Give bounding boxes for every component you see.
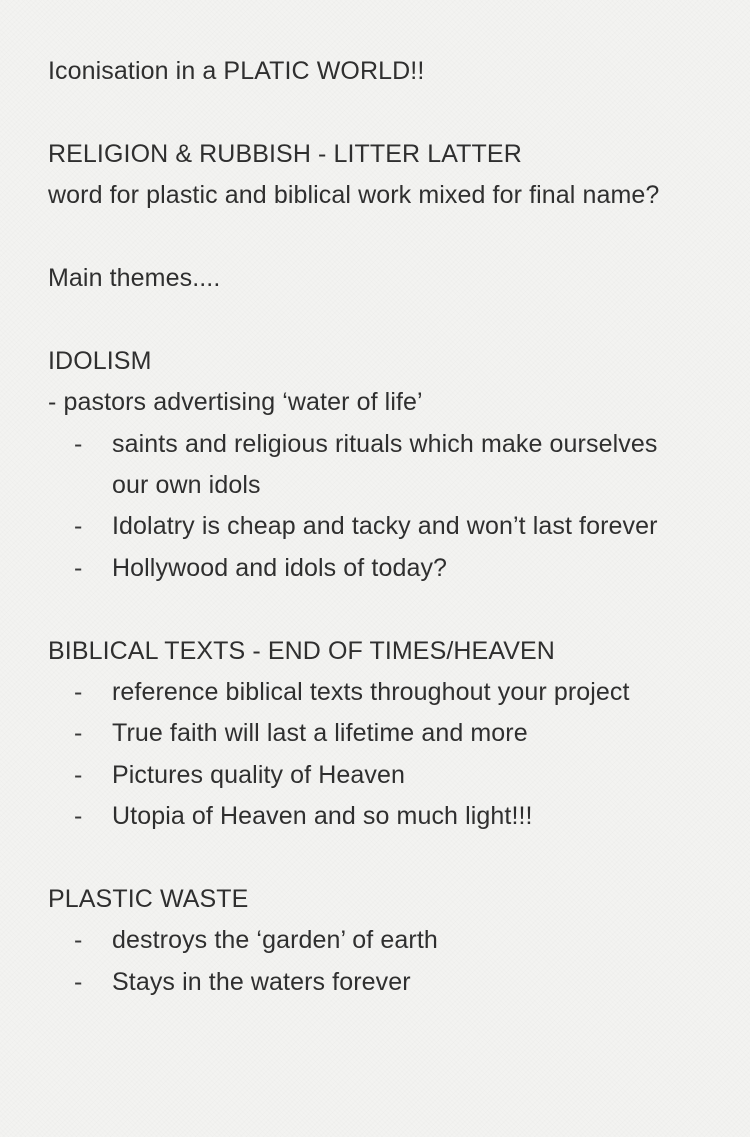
dash-bullet: - (74, 512, 83, 541)
list-item (48, 506, 698, 547)
blank-line (48, 217, 698, 258)
dash-bullet: - (74, 429, 83, 458)
dash-bullet: - (74, 719, 83, 748)
list-item (48, 672, 698, 713)
blank-line (48, 299, 698, 340)
list-item-text: reference biblical texts throughout your project (112, 678, 630, 707)
list-item (48, 962, 698, 1003)
note-body[interactable] (48, 51, 698, 1003)
list-item-text: Utopia of Heaven and so much light!!! (112, 802, 533, 831)
list-item (48, 755, 698, 796)
list-item-text: Pictures quality of Heaven (112, 760, 406, 789)
dash-bullet: - (74, 678, 83, 707)
list-item-text: Stays in the waters forever (112, 967, 411, 996)
list-item-text: Hollywood and idols of today? (112, 553, 448, 582)
religion-heading: RELIGION & RUBBISH - LITTER LATTER (48, 139, 522, 168)
idolism-heading: IDOLISM (48, 346, 152, 375)
idolism-first-line: - pastors advertising ‘water of life’ (48, 388, 423, 417)
list-item-text: Idolatry is cheap and tacky and won’t last forever (112, 512, 658, 541)
blank-line (48, 838, 698, 879)
list-item (48, 796, 698, 837)
dash-bullet: - (74, 967, 83, 996)
blank-line (48, 589, 698, 630)
main-themes-label: Main themes.... (48, 264, 221, 292)
list-item (48, 920, 698, 961)
dash-bullet: - (74, 760, 83, 789)
dash-bullet: - (74, 926, 83, 955)
list-item-text: saints and religious rituals which make ourselves our own idols (112, 429, 658, 500)
note-title: Iconisation in a PLATIC WORLD!! (48, 57, 425, 85)
list-item (48, 548, 698, 589)
list-item (48, 713, 698, 754)
religion-text: word for plastic and biblical work mixed for final name? (48, 181, 660, 210)
dash-bullet: - (74, 553, 83, 582)
plastic-heading: PLASTIC WASTE (48, 885, 249, 914)
dash-bullet: - (74, 802, 83, 831)
list-item-text: destroys the ‘garden’ of earth (112, 926, 438, 955)
list-item-text: True faith will last a lifetime and more (112, 719, 528, 748)
list-item (48, 424, 698, 507)
blank-line (48, 92, 698, 133)
biblical-heading: BIBLICAL TEXTS - END OF TIMES/HEAVEN (48, 636, 555, 665)
